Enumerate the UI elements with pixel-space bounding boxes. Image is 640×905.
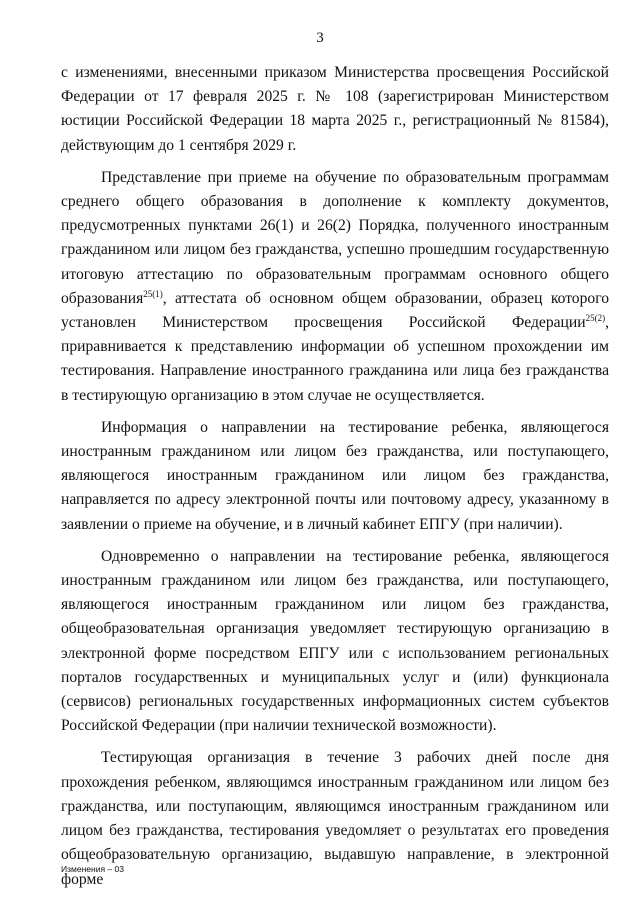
paragraph-3: Информация о направлении на тестирование ребенка, являющегося иностранным гражданином или лицом без гражданства, или поступающего, являющегося иностранным гражданином или лицом без гражданства, направляется по адресу электронной почты или почтовому адресу, указанному в заявлении о приеме на обучение, и в личный кабинет ЕПГУ (при наличии).	[61, 418, 609, 533]
footer-revision-note: Изменения – 03	[61, 864, 124, 874]
paragraph-4: Одновременно о направлении на тестирование ребенка, являющегося иностранным гражданином или лицом без гражданства, или поступающего, являющегося иностранным гражданином или лицом без гражданства, общеобразовательная организация уведомляет тестирующую организацию в электронной форме посредством ЕПГУ или с использованием региональных порталов государственных и муниципальных услуг и (или) функционала (сервисов) региональных государственных информационных систем субъектов Российской Федерации (при наличии технической возможности).	[61, 547, 609, 735]
footnote-ref-25-1: 25(1)	[143, 288, 163, 299]
paragraph-2-part-1: Представление при приеме на обучение по образовательным программам среднего общего образования в дополнение к комплекту документов, предусмотренных пунктами 26(1) и 26(2) Порядка, полученного иностранным гражданином или лицом без гражданства, успешно прошедшим государственную итоговую аттестацию по образовательным программам основного общего образования	[61, 168, 609, 307]
document-body	[61, 61, 609, 900]
paragraph-2	[61, 166, 609, 408]
paragraph-2-part-3: , приравнивается к представлению информации об успешном прохождении им тестирования. Направление иностранного гражданина или лица без гражданства в тестирующую организацию в этом случае не осуществляется.	[61, 314, 609, 404]
paragraph-1: с изменениями, внесенными приказом Министерства просвещения Российской Федерации от 17 февраля 2025 г. № 108 (зарегистрирован Министерством юстиции Российской Федерации 18 марта 2025 г., регистрационный № 81584), действующим до 1 сентября 2029 г.	[61, 64, 609, 154]
paragraph-2-part-2: , аттестата об основном общем образовании, образец которого установлен Министерством просвещения Российской Федерации	[61, 289, 609, 332]
page-number: 3	[316, 30, 324, 46]
paragraph-5: Тестирующая организация в течение 3 рабочих дней после дня прохождения ребенком, являющимся иностранным гражданином или лицом без гражданства, или поступающим, являющимся иностранным гражданином или лицом без гражданства, тестирования уведомляет о результатах его проведения общеобразовательную организацию, выдавшую направление, в электронной форме	[61, 749, 609, 888]
footnote-ref-25-2: 25(2)	[585, 313, 606, 324]
